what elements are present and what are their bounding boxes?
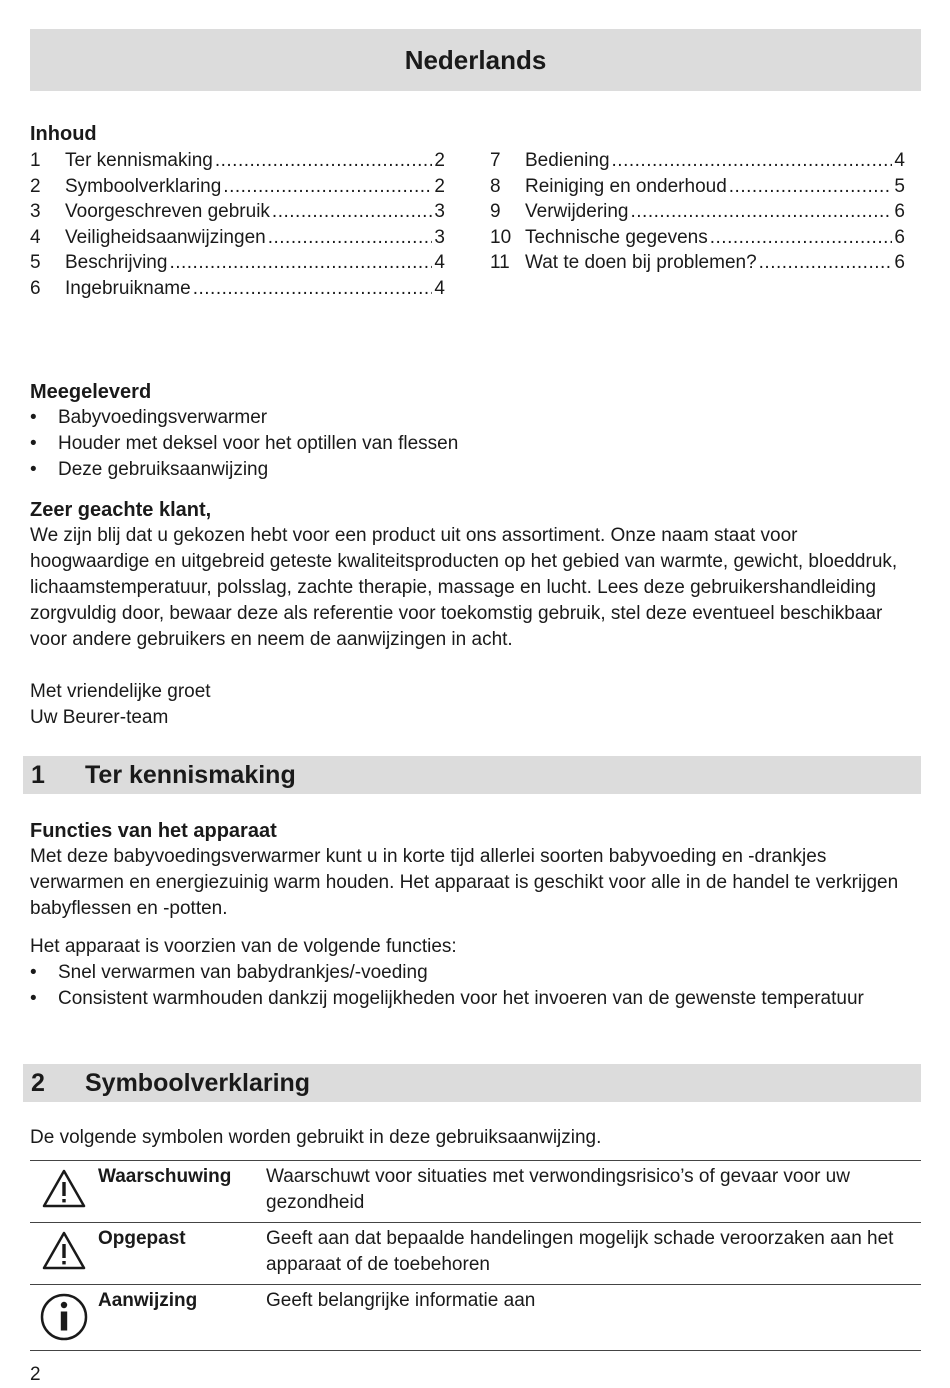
section-2-header — [23, 1064, 921, 1102]
toc-entry-title: Beschrijving — [65, 252, 168, 274]
symbols-intro: De volgende symbolen worden gebruikt in deze gebruiksaanwijzing. — [30, 1127, 602, 1148]
list-item: • Consistent warmhouden dankzij mogelijkheden voor het invoeren van de gewenste temperatuur — [30, 986, 921, 1012]
toc-leader — [710, 225, 893, 251]
section-1-header — [23, 756, 921, 794]
toc-entry[interactable] — [490, 174, 905, 200]
toc-entry-number: 3 — [30, 201, 41, 223]
language-banner — [30, 29, 921, 91]
toc-entry-title: Verwijdering — [525, 201, 629, 223]
toc-entry-title: Veiligheidsaanwijzingen — [65, 226, 266, 248]
toc-entry-number: 8 — [490, 175, 501, 197]
functions-heading: Functies van het apparaat — [30, 820, 277, 842]
symbol-name: Aanwijzing — [98, 1290, 198, 1311]
toc-leader — [631, 199, 893, 225]
toc-leader — [272, 199, 433, 225]
toc-leader — [223, 174, 432, 200]
toc-entry-page: 6 — [894, 201, 905, 223]
section-title: Ter kennismaking — [85, 761, 296, 789]
caution-triangle-icon — [30, 1223, 98, 1284]
greeting-section — [30, 497, 921, 731]
toc-entry-page: 4 — [434, 252, 445, 274]
toc-entry-title: Voorgeschreven gebruik — [65, 201, 270, 223]
toc-leader — [759, 250, 893, 276]
greeting-body: We zijn blij dat u gekozen hebt voor een product uit ons assortiment. Onze naam staat voor hoogwaardige en uitgebreid geteste kwaliteitsproducten op het gebied van warmte, gewicht, bloeddruk, lichaamstemperatuur, polsslag, zachte therapie, massage en lucht. Lees deze gebruikershandleiding zorgvuldig door, bewaar deze als referentie voor toekomstig gebruik, stel deze eventueel beschikbaar voor andere gebruikers en neem de aanwijzingen in acht. — [30, 525, 898, 650]
toc-entry[interactable] — [490, 225, 905, 251]
list-item: • Snel verwarmen van babydrankjes/-voeding — [30, 960, 921, 986]
toc-entry-number: 2 — [30, 175, 41, 197]
list-item: • Deze gebruiksaanwijzing — [30, 457, 921, 483]
toc-entry-page: 4 — [434, 277, 445, 299]
toc-entry[interactable] — [30, 174, 445, 200]
toc-entry[interactable] — [490, 199, 905, 225]
toc-entry-title: Wat te doen bij problemen? — [525, 252, 757, 274]
table-row — [30, 1223, 921, 1285]
toc-entry-number: 10 — [490, 226, 512, 248]
toc-entry-number: 5 — [30, 252, 41, 274]
toc-entry-page: 2 — [434, 175, 445, 197]
toc-entry-title: Ter kennismaking — [65, 150, 213, 171]
toc-entry[interactable] — [490, 148, 905, 174]
symbol-description: Geeft belangrijke informatie aan — [266, 1290, 536, 1311]
toc-entry[interactable] — [30, 225, 445, 251]
symbol-description: Waarschuwt voor situaties met verwondingsrisico’s of gevaar voor uw gezondheid — [266, 1166, 850, 1213]
toc-entry-title: Technische gegevens — [525, 226, 708, 248]
toc-leader — [729, 174, 893, 200]
toc-entry[interactable] — [490, 250, 905, 276]
toc-entry-title: Reiniging en onderhoud — [525, 175, 727, 197]
page-number: 2 — [30, 1364, 41, 1385]
toc-entry-page: 3 — [434, 226, 445, 248]
symbol-description: Geeft aan dat bepaalde handelingen mogelijk schade veroorzaken aan het apparaat of de toebehoren — [266, 1228, 894, 1275]
table-row — [30, 1285, 921, 1351]
toc-entry-page: 2 — [434, 150, 445, 171]
section-title: Symboolverklaring — [85, 1069, 311, 1097]
closing-line: Met vriendelijke groet — [30, 681, 211, 702]
greeting-heading: Zeer geachte klant, — [30, 499, 212, 521]
info-circle-icon — [30, 1285, 98, 1350]
warning-triangle-icon — [30, 1161, 98, 1222]
toc-right-column — [490, 148, 905, 276]
toc-leader — [268, 225, 433, 251]
toc-entry-number: 11 — [490, 252, 510, 274]
list-item: • Babyvoedingsverwarmer — [30, 405, 921, 431]
table-row — [30, 1161, 921, 1223]
toc-entry[interactable] — [30, 148, 445, 174]
toc-entry[interactable] — [30, 199, 445, 225]
toc-entry-title: Ingebruikname — [65, 277, 191, 299]
toc-leader — [215, 148, 433, 174]
functions-paragraph: Met deze babyvoedingsverwarmer kunt u in korte tijd allerlei soorten babyvoeding en -drankjes verwarmen en energiezuinig warm houden. Het apparaat is geschikt voor alle in de handel te verkrijgen babyflessen en -potten. — [30, 846, 899, 919]
supplied-section — [30, 379, 921, 483]
supplied-list — [30, 405, 921, 483]
supplied-heading: Meegeleverd — [30, 381, 152, 403]
features-list — [30, 960, 921, 1012]
toc-entry-page: 5 — [894, 175, 905, 197]
toc-entry-title: Bediening — [525, 150, 610, 171]
toc-entry-number: 6 — [30, 277, 41, 299]
toc-entry-number: 4 — [30, 226, 41, 248]
toc-entry-page: 6 — [894, 252, 905, 274]
section-number: 2 — [31, 1069, 45, 1097]
symbol-name: Opgepast — [98, 1228, 186, 1249]
toc-left-column — [30, 148, 445, 302]
toc-entry-title: Symboolverklaring — [65, 175, 222, 197]
toc-entry-number: 1 — [30, 150, 41, 171]
toc-entry-number: 7 — [490, 150, 501, 171]
signature-line: Uw Beurer-team — [30, 707, 169, 728]
toc-leader — [612, 148, 893, 174]
toc-leader — [193, 276, 433, 302]
toc-entry-page: 6 — [894, 226, 905, 248]
section-number: 1 — [31, 761, 45, 789]
toc-leader — [169, 250, 432, 276]
toc-entry[interactable] — [30, 250, 445, 276]
toc-entry[interactable] — [30, 276, 445, 302]
toc-entry-page: 4 — [894, 150, 905, 171]
symbols-table — [30, 1160, 921, 1351]
section-1-body — [30, 818, 921, 1012]
toc-entry-number: 9 — [490, 201, 501, 223]
language-title: Nederlands — [404, 45, 547, 75]
toc-entry-page: 3 — [434, 201, 445, 223]
symbol-name: Waarschuwing — [98, 1166, 232, 1187]
toc-heading: Inhoud — [30, 123, 97, 145]
list-item: • Houder met deksel voor het optillen van flessen — [30, 431, 921, 457]
features-intro: Het apparaat is voorzien van de volgende functies: — [30, 936, 457, 957]
